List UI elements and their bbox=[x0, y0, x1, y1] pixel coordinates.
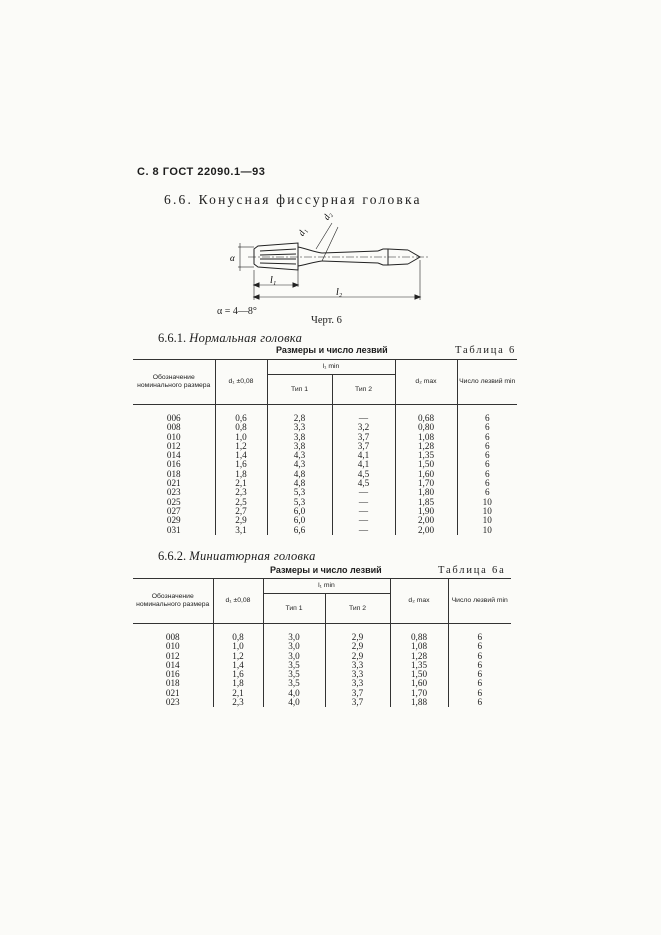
cell-d2: 1,70 bbox=[390, 689, 448, 698]
cell-type2: 3,2 bbox=[332, 423, 395, 432]
cell-type1: 4,0 bbox=[263, 698, 325, 707]
cell-d2: 1,50 bbox=[395, 460, 457, 469]
cell-d1: 1,0 bbox=[213, 642, 263, 651]
cell-blades: 6 bbox=[448, 679, 511, 688]
bur-drawing bbox=[228, 205, 433, 305]
cell-d1: 0,8 bbox=[213, 633, 263, 642]
cell-type2: 3,3 bbox=[325, 679, 390, 688]
cell-designation: 012 bbox=[166, 440, 181, 451]
cell-d2: 1,08 bbox=[395, 433, 457, 442]
cell-type1: 3,5 bbox=[263, 670, 325, 679]
cell-type2: 2,9 bbox=[325, 642, 390, 651]
cell-blades: 6 bbox=[448, 661, 511, 670]
table-row bbox=[133, 661, 511, 670]
cell-designation: 014 bbox=[165, 659, 180, 670]
cell-d2: 1,88 bbox=[390, 698, 448, 707]
cell-d1: 0,6 bbox=[215, 414, 267, 423]
spacer-row bbox=[133, 405, 517, 415]
table2-number: Таблица 6а bbox=[438, 565, 506, 576]
cell-d2: 1,35 bbox=[390, 661, 448, 670]
cell-designation: 006 bbox=[166, 413, 181, 423]
table-row bbox=[133, 652, 511, 661]
cell-blades: 6 bbox=[457, 442, 517, 451]
cell-blades: 6 bbox=[448, 652, 511, 661]
cell-designation: 018 bbox=[165, 678, 180, 689]
subsection-title-1 bbox=[158, 331, 302, 346]
cell-designation: 023 bbox=[166, 487, 181, 498]
cell-d1: 2,3 bbox=[215, 488, 267, 497]
page-header: С. 8 ГОСТ 22090.1—93 bbox=[137, 166, 266, 178]
cell-type2: 3,7 bbox=[325, 698, 390, 707]
table-row bbox=[133, 633, 511, 642]
cell-d1: 3,1 bbox=[215, 526, 267, 535]
cell-blades: 6 bbox=[457, 423, 517, 432]
label-l1: l₁ bbox=[270, 275, 277, 286]
th-type1: Тип 1 bbox=[267, 375, 332, 405]
cell-d1: 1,2 bbox=[215, 442, 267, 451]
table-row bbox=[133, 460, 517, 469]
cell-type2: 3,7 bbox=[332, 442, 395, 451]
cell-type1: 3,0 bbox=[263, 652, 325, 661]
cell-d2: 1,90 bbox=[395, 507, 457, 516]
cell-blades: 6 bbox=[457, 433, 517, 442]
table-row bbox=[133, 414, 517, 423]
th2-type1: Тип 1 bbox=[263, 594, 325, 624]
th2-d1: d₁ ±0,08 bbox=[213, 579, 263, 624]
cell-d1: 2,7 bbox=[215, 507, 267, 516]
cell-designation: 023 bbox=[165, 697, 180, 708]
cell-designation: 016 bbox=[166, 459, 181, 470]
cell-type1: 5,3 bbox=[267, 488, 332, 497]
cell-blades: 6 bbox=[448, 689, 511, 698]
cell-d1: 2,9 bbox=[215, 516, 267, 525]
cell-d2: 1,60 bbox=[395, 470, 457, 479]
cell-type2: — bbox=[332, 516, 395, 525]
table-row bbox=[133, 516, 517, 525]
cell-type1: 3,8 bbox=[267, 442, 332, 451]
cell-d1: 1,8 bbox=[215, 470, 267, 479]
table-row bbox=[133, 642, 511, 651]
cell-blades: 6 bbox=[457, 451, 517, 460]
cell-type1: 4,3 bbox=[267, 451, 332, 460]
cell-type2: — bbox=[332, 498, 395, 507]
cell-d2: 2,00 bbox=[395, 526, 457, 535]
label-d2: d₂ bbox=[321, 209, 334, 222]
cell-designation: 027 bbox=[166, 505, 181, 516]
cell-type1: 3,5 bbox=[263, 679, 325, 688]
cell-type1: 4,3 bbox=[267, 460, 332, 469]
cell-designation: 008 bbox=[165, 632, 180, 642]
cell-type2: 4,1 bbox=[332, 451, 395, 460]
table-row bbox=[133, 451, 517, 460]
label-l2: l₂ bbox=[336, 287, 343, 298]
cell-type1: 3,8 bbox=[267, 433, 332, 442]
cell-designation: 018 bbox=[166, 468, 181, 479]
cell-type2: 3,7 bbox=[332, 433, 395, 442]
cell-d1: 1,8 bbox=[213, 679, 263, 688]
table-row bbox=[133, 442, 517, 451]
cell-d2: 1,28 bbox=[395, 442, 457, 451]
th-l1: l₁ min bbox=[267, 360, 395, 375]
cell-type2: — bbox=[332, 414, 395, 423]
cell-type2: 3,7 bbox=[325, 689, 390, 698]
label-d1: d₁ bbox=[296, 225, 309, 238]
table-6 bbox=[133, 359, 517, 535]
cell-d1: 2,1 bbox=[213, 689, 263, 698]
cell-blades: 6 bbox=[457, 470, 517, 479]
th-designation: Обозначение номинального размера bbox=[133, 360, 215, 405]
cell-d2: 1,50 bbox=[390, 670, 448, 679]
cell-blades: 10 bbox=[457, 498, 517, 507]
cell-type2: 2,9 bbox=[325, 652, 390, 661]
cell-designation: 010 bbox=[166, 431, 181, 442]
cell-d2: 1,08 bbox=[390, 642, 448, 651]
subsection-title-2 bbox=[158, 549, 316, 564]
label-alpha: α bbox=[230, 253, 235, 263]
cell-d1: 2,5 bbox=[215, 498, 267, 507]
cell-blades: 10 bbox=[457, 516, 517, 525]
cell-type2: 3,3 bbox=[325, 661, 390, 670]
subsection-num-2: 6.6.2. bbox=[158, 549, 187, 563]
cell-d2: 1,80 bbox=[395, 488, 457, 497]
cell-d1: 0,8 bbox=[215, 423, 267, 432]
th-blades: Число лезвий min bbox=[457, 360, 517, 405]
cell-d2: 1,70 bbox=[395, 479, 457, 488]
table-6-body bbox=[133, 405, 517, 535]
cell-designation: 012 bbox=[165, 650, 180, 661]
table-row bbox=[133, 423, 517, 432]
cell-type1: 4,0 bbox=[263, 689, 325, 698]
cell-d1: 1,4 bbox=[215, 451, 267, 460]
table-row bbox=[133, 470, 517, 479]
cell-d2: 2,00 bbox=[395, 516, 457, 525]
table-row bbox=[133, 498, 517, 507]
cell-type1: 6,0 bbox=[267, 507, 332, 516]
cell-type2: 4,5 bbox=[332, 479, 395, 488]
cell-type2: — bbox=[332, 526, 395, 535]
cell-blades: 10 bbox=[457, 526, 517, 535]
cell-designation: 021 bbox=[165, 687, 180, 698]
cell-type2: 3,3 bbox=[325, 670, 390, 679]
table1-number: Таблица 6 bbox=[455, 345, 517, 356]
alpha-note: α = 4—8° bbox=[217, 306, 257, 317]
cell-designation: 031 bbox=[166, 524, 181, 535]
cell-type1: 3,0 bbox=[263, 642, 325, 651]
cell-type1: 3,5 bbox=[263, 661, 325, 670]
cell-blades: 6 bbox=[457, 460, 517, 469]
subsection-name-2: Миниатюрная головка bbox=[189, 549, 316, 563]
cell-designation: 025 bbox=[166, 496, 181, 507]
cell-blades: 6 bbox=[448, 698, 511, 707]
table-row bbox=[133, 507, 517, 516]
cell-type2: — bbox=[332, 488, 395, 497]
table-row bbox=[133, 689, 511, 698]
th2-blades: Число лезвий min bbox=[448, 579, 511, 624]
cell-d2: 1,35 bbox=[395, 451, 457, 460]
cell-designation: 029 bbox=[166, 515, 181, 526]
drawing-caption: Черт. 6 bbox=[311, 315, 342, 326]
th2-type2: Тип 2 bbox=[325, 594, 390, 624]
cell-d1: 2,3 bbox=[213, 698, 263, 707]
table2-caption: Размеры и число лезвий bbox=[270, 565, 382, 575]
cell-type1: 2,8 bbox=[267, 414, 332, 423]
cell-blades: 6 bbox=[457, 479, 517, 488]
cell-type1: 6,6 bbox=[267, 526, 332, 535]
table-6a-body bbox=[133, 624, 511, 708]
subsection-name-1: Нормальная головка bbox=[189, 331, 303, 345]
th-d2: d₂ max bbox=[395, 360, 457, 405]
table-row bbox=[133, 679, 511, 688]
cell-type2: — bbox=[332, 507, 395, 516]
cell-d1: 1,4 bbox=[213, 661, 263, 670]
cell-blades: 6 bbox=[448, 670, 511, 679]
cell-d2: 0,80 bbox=[395, 423, 457, 432]
cell-designation: 010 bbox=[165, 641, 180, 652]
cell-type2: 4,1 bbox=[332, 460, 395, 469]
cell-type1: 6,0 bbox=[267, 516, 332, 525]
section-title: 6.6. Конусная фиссурная головка bbox=[164, 192, 422, 207]
th-d1: d₁ ±0,08 bbox=[215, 360, 267, 405]
cell-d2: 1,60 bbox=[390, 679, 448, 688]
cell-type2: 4,5 bbox=[332, 470, 395, 479]
cell-blades: 6 bbox=[457, 414, 517, 423]
cell-d2: 1,85 bbox=[395, 498, 457, 507]
cell-type1: 4,8 bbox=[267, 479, 332, 488]
spacer-row bbox=[133, 624, 511, 634]
cell-d1: 1,0 bbox=[215, 433, 267, 442]
table1-caption: Размеры и число лезвий bbox=[276, 345, 388, 355]
cell-d1: 1,6 bbox=[213, 670, 263, 679]
cell-blades: 6 bbox=[448, 642, 511, 651]
cell-type1: 5,3 bbox=[267, 498, 332, 507]
cell-d1: 1,6 bbox=[215, 460, 267, 469]
table-row bbox=[133, 670, 511, 679]
th2-designation: Обозначение номинального размера bbox=[133, 579, 213, 624]
cell-designation: 016 bbox=[165, 669, 180, 680]
th2-l1: l₁ min bbox=[263, 579, 390, 594]
table-6a bbox=[133, 578, 511, 707]
cell-type2: 2,9 bbox=[325, 633, 390, 642]
cell-d1: 2,1 bbox=[215, 479, 267, 488]
table-row bbox=[133, 433, 517, 442]
cell-blades: 6 bbox=[448, 633, 511, 642]
cell-designation: 008 bbox=[166, 422, 181, 433]
cell-type1: 3,3 bbox=[267, 423, 332, 432]
cell-d2: 0,68 bbox=[395, 414, 457, 423]
th-type2: Тип 2 bbox=[332, 375, 395, 405]
th2-d2: d₂ max bbox=[390, 579, 448, 624]
cell-blades: 10 bbox=[457, 507, 517, 516]
cell-d1: 1,2 bbox=[213, 652, 263, 661]
cell-designation: 014 bbox=[166, 450, 181, 461]
cell-d2: 1,28 bbox=[390, 652, 448, 661]
table-row bbox=[133, 526, 517, 535]
subsection-num-1: 6.6.1. bbox=[158, 331, 187, 345]
table-row bbox=[133, 488, 517, 497]
cell-type1: 3,0 bbox=[263, 633, 325, 642]
cell-d2: 0,88 bbox=[390, 633, 448, 642]
table-row bbox=[133, 479, 517, 488]
cell-designation: 021 bbox=[166, 478, 181, 489]
cell-type1: 4,8 bbox=[267, 470, 332, 479]
cell-blades: 6 bbox=[457, 488, 517, 497]
table-row bbox=[133, 698, 511, 707]
